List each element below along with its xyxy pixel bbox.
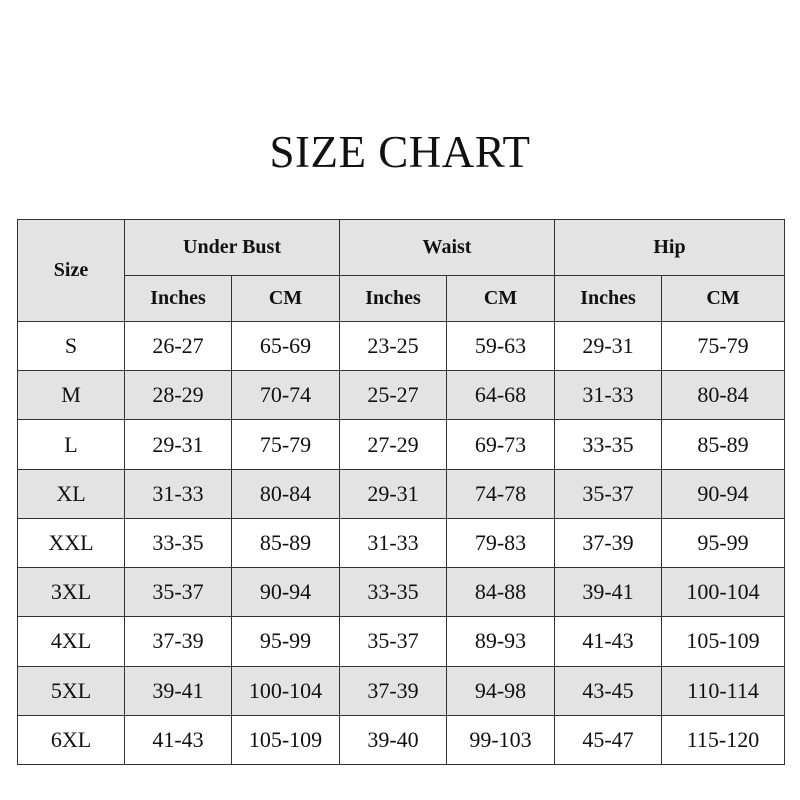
hip-cm-cell: 95-99 <box>662 518 785 567</box>
under-bust-inches-cell: 37-39 <box>125 617 232 666</box>
hip-inches-header: Inches <box>555 276 662 322</box>
hip-cm-cell: 80-84 <box>662 371 785 420</box>
under-bust-inches-cell: 26-27 <box>125 322 232 371</box>
waist-inches-cell: 27-29 <box>340 420 447 469</box>
hip-inches-cell: 45-47 <box>555 715 662 764</box>
waist-cm-cell: 99-103 <box>447 715 555 764</box>
under-bust-cm-cell: 80-84 <box>232 469 340 518</box>
size-cell: 6XL <box>18 715 125 764</box>
under-bust-inches-cell: 35-37 <box>125 568 232 617</box>
table-row <box>18 518 785 567</box>
waist-inches-cell: 23-25 <box>340 322 447 371</box>
under-bust-inches-cell: 28-29 <box>125 371 232 420</box>
table-row <box>18 715 785 764</box>
under-bust-inches-header: Inches <box>125 276 232 322</box>
under-bust-cm-cell: 105-109 <box>232 715 340 764</box>
size-column-header: Size <box>18 220 125 322</box>
waist-cm-cell: 69-73 <box>447 420 555 469</box>
waist-inches-cell: 31-33 <box>340 518 447 567</box>
under-bust-cm-cell: 70-74 <box>232 371 340 420</box>
waist-inches-cell: 39-40 <box>340 715 447 764</box>
hip-inches-cell: 29-31 <box>555 322 662 371</box>
waist-inches-header: Inches <box>340 276 447 322</box>
hip-inches-cell: 37-39 <box>555 518 662 567</box>
waist-inches-cell: 33-35 <box>340 568 447 617</box>
waist-inches-cell: 37-39 <box>340 666 447 715</box>
table-row <box>18 420 785 469</box>
hip-cm-cell: 110-114 <box>662 666 785 715</box>
hip-cm-cell: 85-89 <box>662 420 785 469</box>
hip-inches-cell: 39-41 <box>555 568 662 617</box>
hip-inches-cell: 35-37 <box>555 469 662 518</box>
size-table-body <box>18 322 785 765</box>
under-bust-cm-cell: 65-69 <box>232 322 340 371</box>
size-cell: M <box>18 371 125 420</box>
under-bust-cm-cell: 85-89 <box>232 518 340 567</box>
page-title: SIZE CHART <box>269 127 531 177</box>
waist-cm-cell: 74-78 <box>447 469 555 518</box>
waist-inches-cell: 29-31 <box>340 469 447 518</box>
table-row <box>18 469 785 518</box>
hip-inches-cell: 33-35 <box>555 420 662 469</box>
hip-header: Hip <box>555 220 785 276</box>
under-bust-cm-cell: 95-99 <box>232 617 340 666</box>
hip-inches-cell: 43-45 <box>555 666 662 715</box>
under-bust-cm-cell: 75-79 <box>232 420 340 469</box>
waist-inches-cell: 25-27 <box>340 371 447 420</box>
size-chart-table <box>17 219 785 765</box>
hip-cm-cell: 115-120 <box>662 715 785 764</box>
under-bust-inches-cell: 29-31 <box>125 420 232 469</box>
hip-cm-cell: 90-94 <box>662 469 785 518</box>
waist-cm-cell: 84-88 <box>447 568 555 617</box>
hip-cm-cell: 75-79 <box>662 322 785 371</box>
size-cell: XL <box>18 469 125 518</box>
under-bust-cm-header: CM <box>232 276 340 322</box>
under-bust-header: Under Bust <box>125 220 340 276</box>
under-bust-inches-cell: 39-41 <box>125 666 232 715</box>
size-cell: 4XL <box>18 617 125 666</box>
waist-cm-cell: 79-83 <box>447 518 555 567</box>
waist-cm-cell: 64-68 <box>447 371 555 420</box>
hip-cm-cell: 105-109 <box>662 617 785 666</box>
under-bust-inches-cell: 33-35 <box>125 518 232 567</box>
size-cell: 3XL <box>18 568 125 617</box>
hip-cm-cell: 100-104 <box>662 568 785 617</box>
waist-header: Waist <box>340 220 555 276</box>
hip-inches-cell: 41-43 <box>555 617 662 666</box>
waist-cm-cell: 89-93 <box>447 617 555 666</box>
table-row <box>18 322 785 371</box>
table-row <box>18 371 785 420</box>
hip-cm-header: CM <box>662 276 785 322</box>
table-row <box>18 617 785 666</box>
table-row <box>18 666 785 715</box>
under-bust-cm-cell: 90-94 <box>232 568 340 617</box>
waist-cm-cell: 59-63 <box>447 322 555 371</box>
size-cell: 5XL <box>18 666 125 715</box>
size-cell: S <box>18 322 125 371</box>
waist-cm-header: CM <box>447 276 555 322</box>
waist-cm-cell: 94-98 <box>447 666 555 715</box>
size-cell: L <box>18 420 125 469</box>
under-bust-inches-cell: 31-33 <box>125 469 232 518</box>
size-cell: XXL <box>18 518 125 567</box>
hip-inches-cell: 31-33 <box>555 371 662 420</box>
table-row <box>18 568 785 617</box>
waist-inches-cell: 35-37 <box>340 617 447 666</box>
under-bust-cm-cell: 100-104 <box>232 666 340 715</box>
under-bust-inches-cell: 41-43 <box>125 715 232 764</box>
